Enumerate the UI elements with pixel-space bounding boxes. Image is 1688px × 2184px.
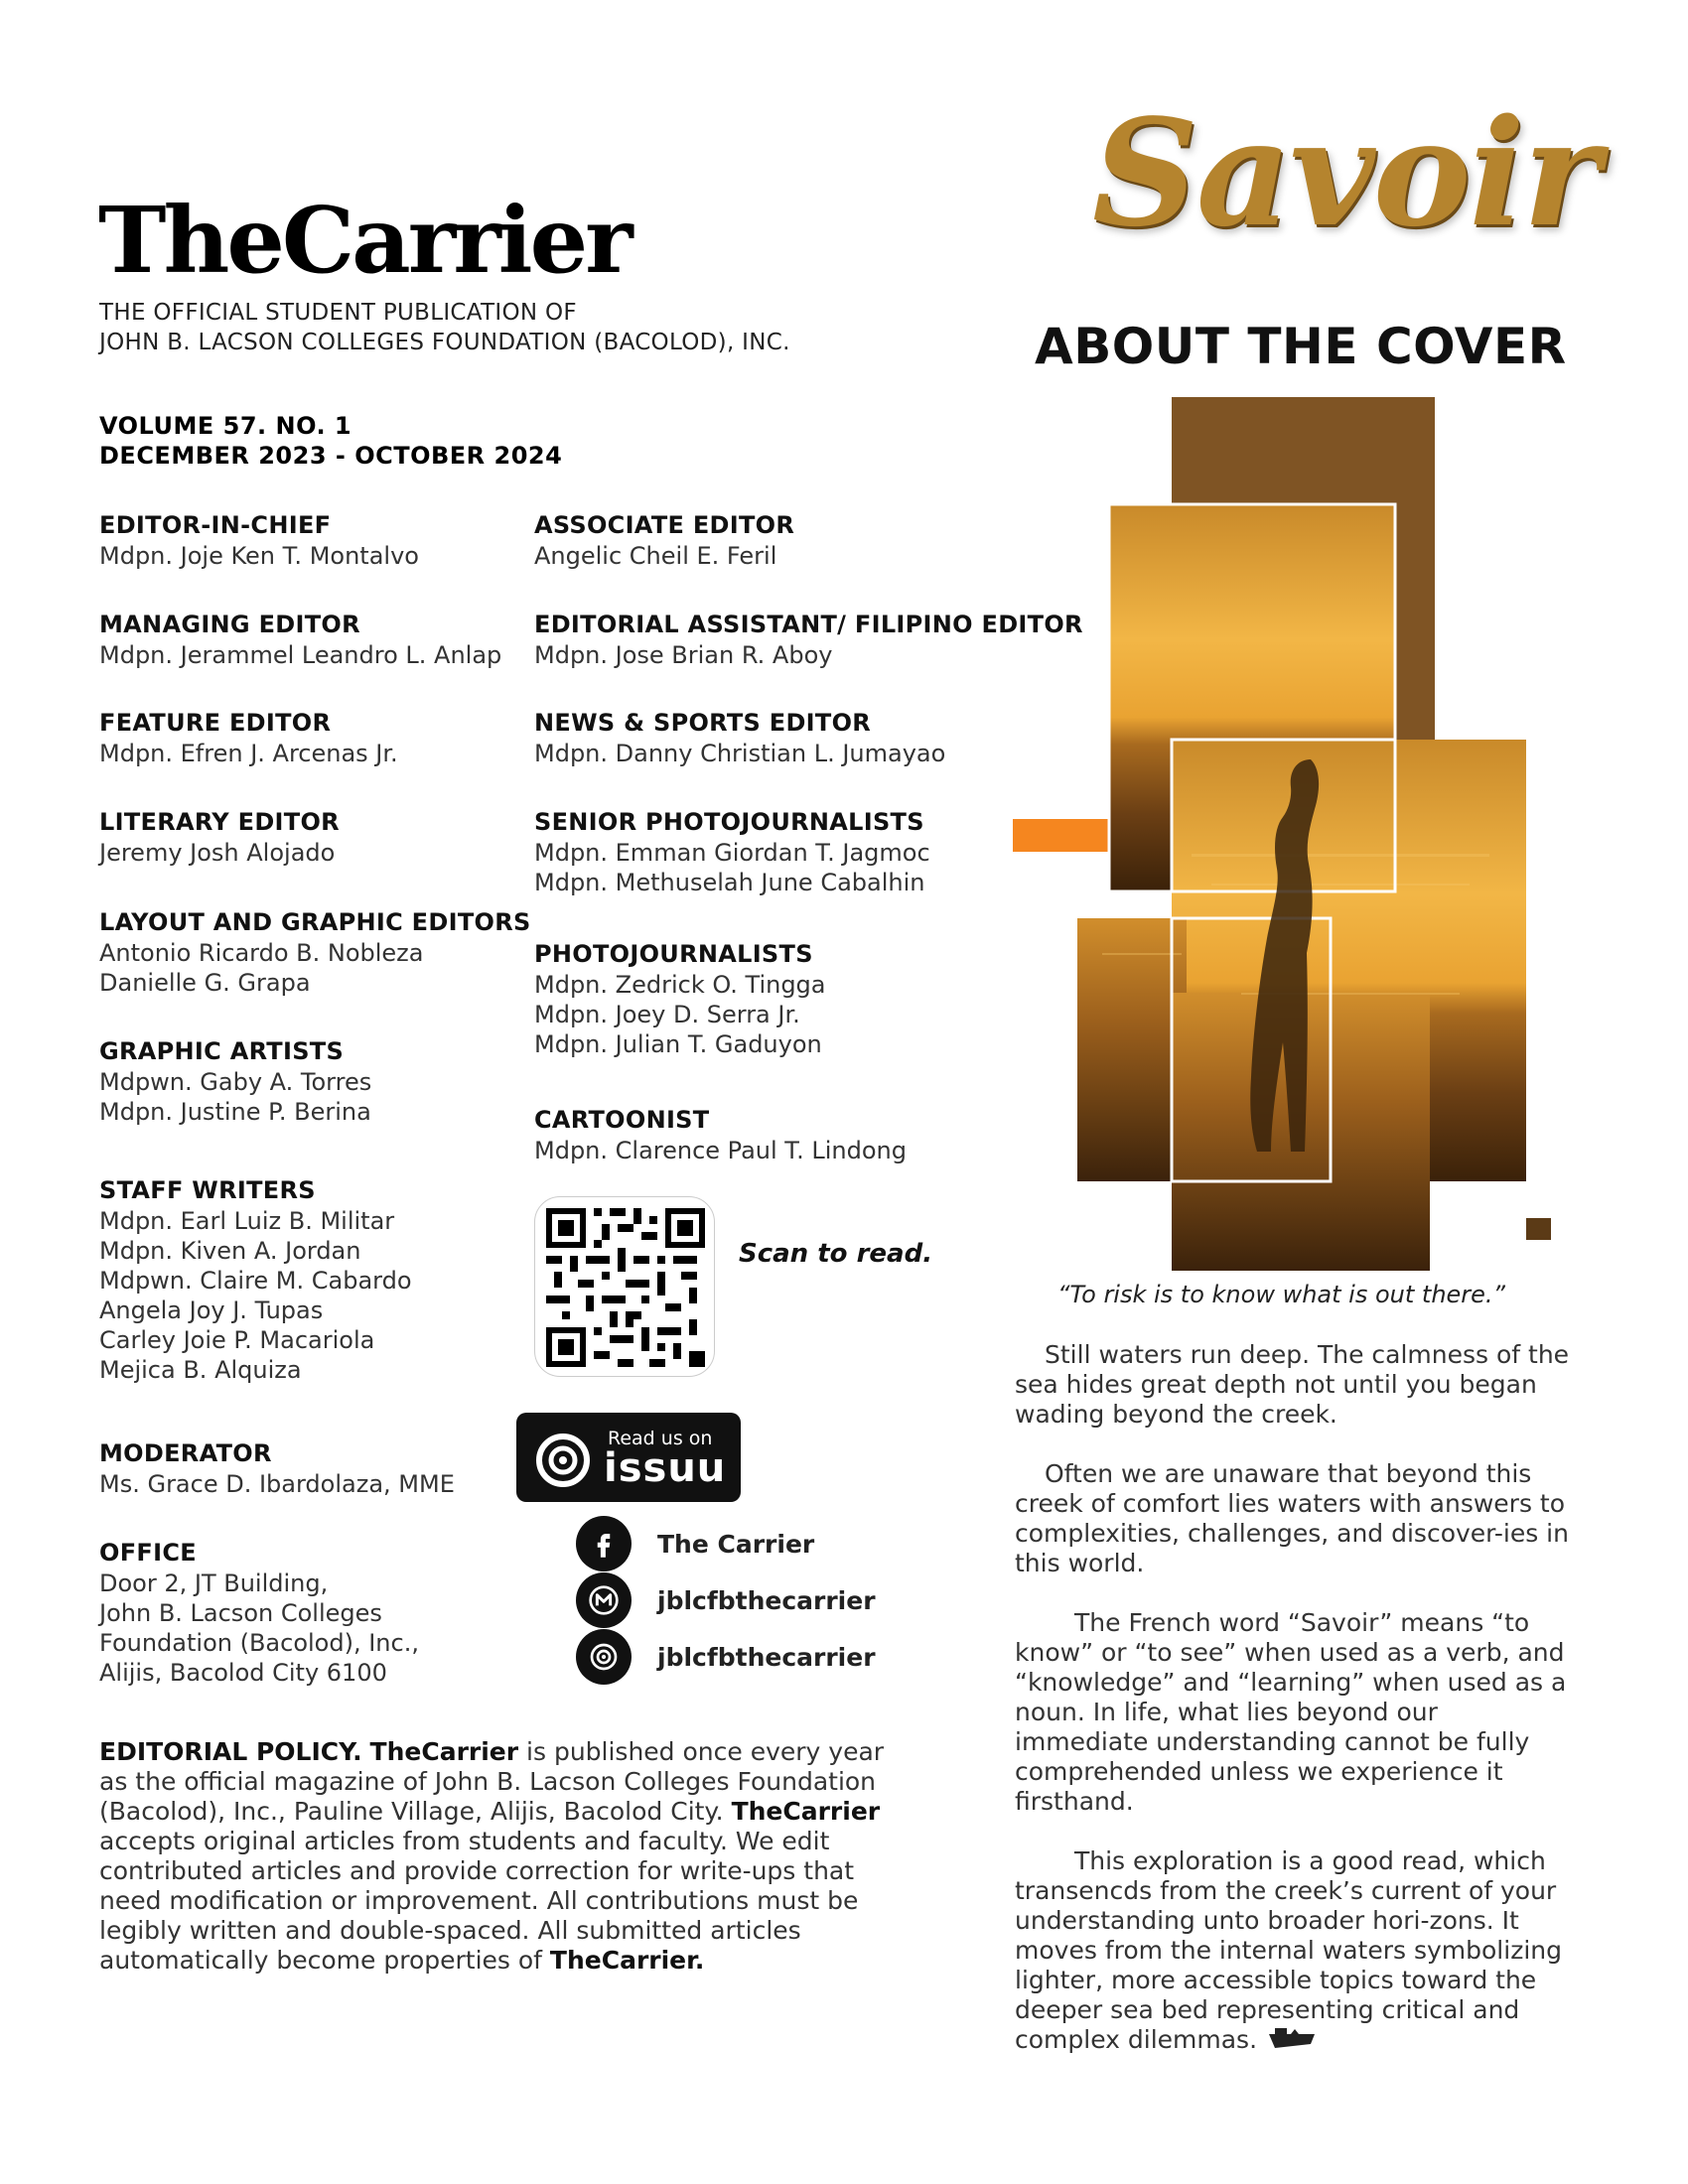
staff-block-editor-in-chief: [99, 509, 536, 571]
staff-block-news-sports-editor: [534, 707, 971, 768]
staff-block-staff-writers: [99, 1174, 536, 1385]
staff-role: OFFICE: [99, 1539, 197, 1567]
boat-end-icon: [1265, 2026, 1319, 2052]
staff-block-associate-editor: [534, 509, 971, 571]
date-range: DECEMBER 2023 - OCTOBER 2024: [99, 442, 563, 470]
staff-role: NEWS & SPORTS EDITOR: [534, 709, 872, 737]
staff-block-senior-photojournalists: [534, 806, 971, 897]
savoir-script-title: Savoir: [1092, 86, 1599, 259]
staff-role: PHOTOJOURNALISTS: [534, 940, 813, 968]
issuu-badge[interactable]: [516, 1413, 741, 1502]
facebook-icon: [576, 1516, 632, 1571]
social-label: jblcfbthecarrier: [657, 1585, 876, 1615]
issuu-logo-icon: [536, 1433, 590, 1487]
social-label: The Carrier: [657, 1529, 815, 1559]
staff-block-managing-editor: [99, 609, 536, 670]
staff-name: Mdpn. Justine P. Berina: [99, 1098, 371, 1126]
policy-text: is published once every year as the official magazine of John B. Lacson Colleges Foundation (Bacolod), Inc., Pauline Village, Alijis, Bacolod City.: [99, 1737, 885, 1826]
staff-role: MODERATOR: [99, 1439, 272, 1467]
cover-quote: “To risk is to know what is out there.”: [1057, 1281, 1505, 1308]
staff-block-editorial-assistant: [534, 609, 1083, 670]
staff-name: Mdpn. Efren J. Arcenas Jr.: [99, 740, 398, 767]
qr-code[interactable]: [534, 1196, 715, 1377]
staff-role: EDITORIAL ASSISTANT/ FILIPINO EDITOR: [534, 611, 1083, 638]
office-address-line: Door 2, JT Building,: [99, 1570, 329, 1597]
staff-name: Mdpn. Jose Brian R. Aboy: [534, 641, 833, 669]
staff-name: Danielle G. Grapa: [99, 969, 311, 997]
staff-name: Mdpn. Clarence Paul T. Lindong: [534, 1137, 907, 1164]
instagram-icon: [576, 1629, 632, 1685]
cover-paragraph: Still waters run deep. The calmness of the sea hides great depth not until you began wading beyond the creek.: [1015, 1340, 1570, 1429]
staff-role: LAYOUT AND GRAPHIC EDITORS: [99, 908, 531, 936]
subtitle-line-1: THE OFFICIAL STUDENT PUBLICATION OF: [99, 300, 577, 326]
staff-role: CARTOONIST: [534, 1106, 710, 1134]
staff-name: Mdpn. Earl Luiz B. Militar: [99, 1207, 395, 1235]
staff-name: Antonio Ricardo B. Nobleza: [99, 939, 424, 967]
staff-role: MANAGING EDITOR: [99, 611, 360, 638]
social-facebook[interactable]: [576, 1516, 814, 1571]
masthead-subtitle: [99, 298, 790, 357]
policy-text: accepts original articles from students and faculty. We edit contributed articles and provide correction for write-ups that need modification or improvement. All contributions must be legibly written and double-spaced. All submitted articles automatically become properties of: [99, 1827, 859, 1975]
policy-brand: TheCarrier: [369, 1737, 519, 1766]
social-label: jblcfbthecarrier: [657, 1642, 876, 1672]
staff-role: EDITOR-IN-CHIEF: [99, 511, 332, 539]
volume-info: [99, 411, 562, 471]
office-address-line: John B. Lacson Colleges: [99, 1599, 382, 1627]
staff-block-moderator: [99, 1437, 536, 1499]
volume-number: VOLUME 57. NO. 1: [99, 412, 352, 440]
staff-name: Mdpwn. Gaby A. Torres: [99, 1068, 372, 1096]
staff-role: ASSOCIATE EDITOR: [534, 511, 795, 539]
staff-name: Mdpn. Kiven A. Jordan: [99, 1237, 361, 1265]
office-address-line: Alijis, Bacolod City 6100: [99, 1659, 387, 1687]
issuu-brand: issuu: [604, 1445, 727, 1491]
staff-name: Angelic Cheil E. Feril: [534, 542, 777, 570]
about-the-cover-heading: ABOUT THE COVER: [1035, 318, 1567, 375]
staff-block-graphic-artists: [99, 1035, 536, 1127]
staff-name: Ms. Grace D. Ibardolaza, MME: [99, 1470, 455, 1498]
staff-block-office: [99, 1537, 536, 1688]
issuu-read-label: Read us on: [608, 1428, 713, 1449]
about-cover-text: [1015, 1340, 1571, 2085]
subtitle-line-2: JOHN B. LACSON COLLEGES FOUNDATION (BACOLOD), INC.: [99, 330, 790, 355]
cover-paragraph: The French word “Savoir” means “to know” or “to see” when used as a verb, and “knowledge” and “learning” when used as a noun. In life, what lies beyond our immediate understanding cannot be fully comprehended unless we experience it firsthand.: [1015, 1608, 1567, 1816]
staff-name: Mdpn. Joey D. Serra Jr.: [534, 1001, 800, 1028]
staff-role: STAFF WRITERS: [99, 1176, 316, 1204]
cover-paragraph-text: This exploration is a good read, which transencds from the creek’s current of your understanding unto broader hori-zons. It moves from the internal waters symbolizing lighter, more accessible topics toward the deeper sea bed representing critical and complex dilemmas.: [1015, 1846, 1562, 2054]
social-instagram[interactable]: [576, 1629, 876, 1685]
policy-brand-end: TheCarrier.: [549, 1946, 705, 1975]
cover-paragraph: Often we are unaware that beyond this creek of comfort lies waters with answers to complexities, challenges, and discover-ies in this world.: [1015, 1459, 1569, 1577]
staff-block-feature-editor: [99, 707, 536, 768]
policy-lead: EDITORIAL POLICY.: [99, 1737, 362, 1766]
staff-name: Mdpn. Joje Ken T. Montalvo: [99, 542, 419, 570]
editorial-policy: [99, 1737, 904, 1976]
staff-role: SENIOR PHOTOJOURNALISTS: [534, 808, 924, 836]
policy-brand: TheCarrier: [731, 1797, 881, 1826]
staff-name: Angela Joy J. Tupas: [99, 1297, 324, 1324]
staff-block-photojournalists: [534, 938, 971, 1059]
staff-name: Mdpn. Methuselah June Cabalhin: [534, 869, 925, 896]
masthead-title: TheCarrier: [98, 187, 631, 294]
staff-block-literary-editor: [99, 806, 536, 868]
staff-name: Carley Joie P. Macariola: [99, 1326, 375, 1354]
staff-name: Mdpn. Emman Giordan T. Jagmoc: [534, 839, 930, 867]
staff-role: LITERARY EDITOR: [99, 808, 340, 836]
office-address-line: Foundation (Bacolod), Inc.,: [99, 1629, 419, 1657]
staff-name: Mdpn. Zedrick O. Tingga: [534, 971, 826, 999]
staff-name: Mdpn. Jerammel Leandro L. Anlap: [99, 641, 502, 669]
cover-paragraph: [1015, 1846, 1571, 2055]
staff-name: Mdpn. Julian T. Gaduyon: [534, 1030, 822, 1058]
social-mail[interactable]: [576, 1572, 876, 1628]
staff-block-cartoonist: [534, 1104, 971, 1165]
staff-role: GRAPHIC ARTISTS: [99, 1037, 345, 1065]
small-brown-square: [1526, 1218, 1551, 1240]
staff-block-layout-graphic-editors: [99, 906, 536, 998]
staff-role: FEATURE EDITOR: [99, 709, 332, 737]
staff-name: Mdpwn. Claire M. Cabardo: [99, 1267, 412, 1295]
cover-photo-collage: [1013, 397, 1569, 1271]
staff-name: Jeremy Josh Alojado: [99, 839, 336, 867]
qr-caption: Scan to read.: [739, 1239, 933, 1269]
staff-name: Mejica B. Alquiza: [99, 1356, 302, 1384]
mail-icon: [576, 1572, 632, 1628]
staff-name: Mdpn. Danny Christian L. Jumayao: [534, 740, 946, 767]
qr-code-pattern: [546, 1208, 705, 1367]
